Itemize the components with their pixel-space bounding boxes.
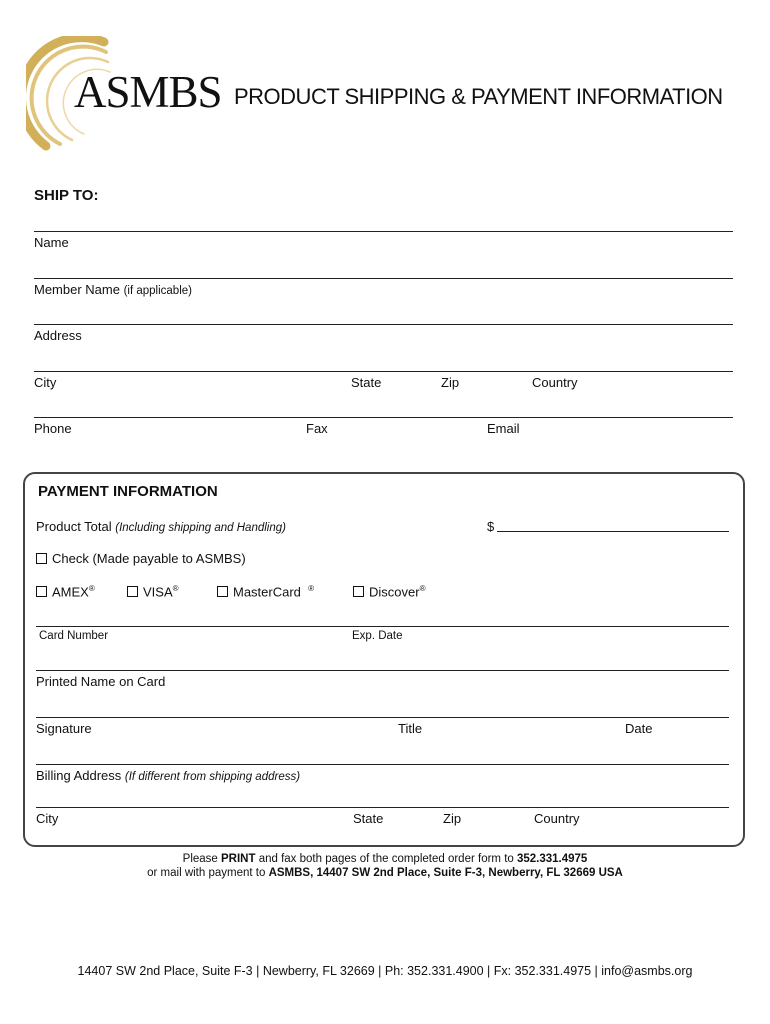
- title-label: Title: [398, 721, 423, 736]
- signature-label: Signature: [36, 721, 92, 736]
- mastercard-option[interactable]: MasterCard ®: [217, 584, 314, 599]
- dollar-sign: $: [487, 519, 495, 534]
- mastercard-checkbox[interactable]: [217, 586, 228, 597]
- date-label: Date: [625, 721, 653, 736]
- phone-fax-email-field[interactable]: [34, 417, 733, 418]
- product-total-label: Product Total (Including shipping and Handling): [36, 519, 286, 534]
- email-label: Email: [487, 421, 520, 436]
- billing-address-field[interactable]: [36, 764, 729, 765]
- check-checkbox[interactable]: [36, 553, 47, 564]
- name-label: Name: [34, 235, 69, 250]
- mail-instructions: or mail with payment to ASMBS, 14407 SW 2nd Place, Suite F-3, Newberry, FL 32669 USA: [147, 867, 623, 879]
- visa-option[interactable]: VISA®: [127, 584, 179, 599]
- fax-instructions: Please PRINT and fax both pages of the completed order form to 352.331.4975: [182, 853, 588, 865]
- state-label: State: [351, 375, 382, 390]
- billing-zip-label: Zip: [443, 811, 462, 826]
- city-label: City: [34, 375, 57, 390]
- billing-address-label: Billing Address (If different from shipping address): [36, 768, 301, 783]
- discover-checkbox[interactable]: [353, 586, 364, 597]
- printed-name-label: Printed Name on Card: [36, 674, 166, 689]
- billing-city-state-zip-field[interactable]: [36, 807, 729, 808]
- card-number-field[interactable]: [36, 626, 729, 627]
- address-field[interactable]: [34, 324, 733, 325]
- logo-text: ASMBS: [74, 67, 222, 117]
- billing-country-label: Country: [534, 811, 580, 826]
- signature-field[interactable]: [36, 717, 729, 718]
- product-total-field[interactable]: [497, 531, 729, 532]
- printed-name-field[interactable]: [36, 670, 729, 671]
- visa-checkbox[interactable]: [127, 586, 138, 597]
- billing-state-label: State: [353, 811, 384, 826]
- billing-address-note: (If different from shipping address): [124, 771, 301, 783]
- country-label: Country: [532, 375, 578, 390]
- phone-label: Phone: [34, 421, 72, 436]
- member-name-label: Member Name (if applicable): [34, 282, 192, 297]
- card-number-label: Card Number: [39, 630, 109, 642]
- footer-contact: 14407 SW 2nd Place, Suite F-3 | Newberry, FL 32669 | Ph: 352.331.4900 | Fx: 352.331.4975 | info@asmbs.org: [77, 964, 693, 978]
- product-total-note: (Including shipping and Handling): [115, 522, 286, 534]
- discover-option[interactable]: Discover®: [353, 584, 425, 599]
- billing-city-label: City: [36, 811, 59, 826]
- exp-date-label: Exp. Date: [352, 630, 403, 642]
- amex-checkbox[interactable]: [36, 586, 47, 597]
- amex-option[interactable]: AMEX®: [36, 584, 95, 599]
- payment-heading: PAYMENT INFORMATION: [38, 483, 218, 500]
- check-option[interactable]: Check (Made payable to ASMBS): [36, 551, 246, 566]
- page-title: PRODUCT SHIPPING & PAYMENT INFORMATION: [234, 84, 723, 109]
- address-label: Address: [34, 328, 82, 343]
- zip-label: Zip: [441, 375, 460, 390]
- fax-label: Fax: [306, 421, 328, 436]
- member-name-field[interactable]: [34, 278, 733, 279]
- ship-to-heading: SHIP TO:: [34, 187, 99, 204]
- member-name-note: (if applicable): [123, 285, 192, 297]
- name-field[interactable]: [34, 231, 733, 232]
- city-state-zip-country-field[interactable]: [34, 371, 733, 372]
